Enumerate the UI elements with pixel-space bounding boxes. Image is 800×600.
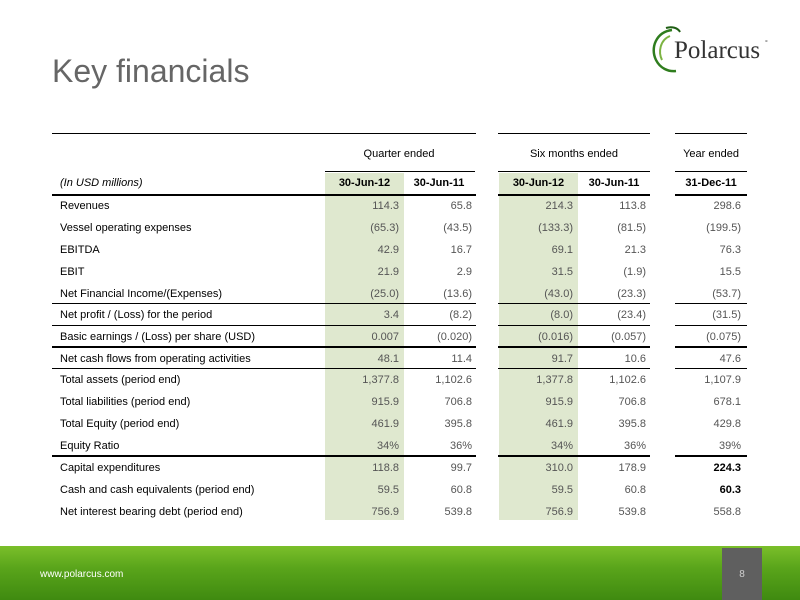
cell: (8.0) [550,309,573,321]
cell: 59.5 [551,484,573,496]
cell: 310.0 [545,462,573,474]
cell: 0.007 [371,331,399,343]
cell: 756.9 [371,506,399,518]
row-label: Net profit / (Loss) for the period [60,309,213,321]
column-header-q-30jun11: 30-Jun-11 [413,177,465,189]
cell: 10.6 [624,353,646,365]
cell: (0.020) [437,331,472,343]
cell: 461.9 [545,418,573,430]
cell: (43.5) [443,222,472,234]
cell: 36% [449,440,472,452]
cell: 756.9 [545,506,573,518]
table-row [0,239,800,262]
subheader-line-year [675,171,747,172]
group-header-six-months: Six months ended [529,148,619,160]
cell: 31.5 [551,266,573,278]
cell: 91.7 [551,353,573,365]
cell: 429.8 [713,418,741,430]
cell: 298.6 [713,200,741,212]
cell: 34% [550,440,573,452]
table-row [0,369,800,392]
cell: (25.0) [370,288,399,300]
cell: (65.3) [370,222,399,234]
row-label: Capital expenditures [60,462,161,474]
cell: 1,377.8 [362,374,399,386]
units-label: (In USD millions) [60,177,143,189]
cell: (23.4) [617,309,646,321]
table-row [0,479,800,502]
cell: (31.5) [712,309,741,321]
group-line-year [675,133,747,134]
cell: 395.8 [618,418,646,430]
row-label: Net cash flows from operating activities [60,353,251,365]
row-label: Vessel operating expenses [60,222,192,234]
cell: 558.8 [713,506,741,518]
cell: (1.9) [623,266,646,278]
table-row [0,413,800,436]
cell: 214.3 [545,200,573,212]
cell: 60.8 [450,484,472,496]
cell: 76.3 [719,244,741,256]
table-row [0,501,800,524]
column-header-y-31dec11: 31-Dec-11 [685,177,737,189]
table-row [0,261,800,284]
cell: 21.9 [377,266,399,278]
cell: 16.7 [450,244,472,256]
group-line-six-months [498,133,650,134]
logo-registered-mark: ° [765,40,768,47]
cell: 461.9 [371,418,399,430]
row-label: Net Financial Income/(Expenses) [60,288,223,300]
cell: 39% [718,440,741,452]
cell: 539.8 [618,506,646,518]
page-number: 8 [739,569,745,580]
cell: (0.057) [611,331,646,343]
cell: (43.0) [544,288,573,300]
page-title: Key financials [52,53,250,89]
group-line-quarter [52,133,476,134]
cell: 539.8 [444,506,472,518]
cell: 34% [376,440,399,452]
cell: 15.5 [719,266,741,278]
cell: 11.4 [451,353,472,365]
cell: (53.7) [712,288,741,300]
cell: 1,102.6 [435,374,472,386]
cell: (23.3) [617,288,646,300]
cell: (0.016) [538,331,573,343]
cell: 48.1 [377,353,399,365]
logo-text: Polarcus [674,37,761,64]
cell: 224.3 [713,462,741,474]
cell: 3.4 [383,309,399,321]
cell: 42.9 [377,244,399,256]
row-label: Net interest bearing debt (period end) [60,506,243,518]
row-label: Revenues [60,200,110,212]
cell: 915.9 [371,396,399,408]
cell: 395.8 [444,418,472,430]
cell: 113.8 [619,200,646,212]
cell: 118.8 [372,462,399,474]
cell: 60.3 [719,484,741,496]
cell: 60.8 [624,484,646,496]
row-label: EBIT [60,266,85,278]
column-header-q-30jun12: 30-Jun-12 [338,177,391,189]
cell: 1,377.8 [536,374,573,386]
cell: 21.3 [624,244,646,256]
cell: 915.9 [545,396,573,408]
cell: (133.3) [538,222,573,234]
cell: 99.7 [450,462,472,474]
table-row [0,391,800,414]
table-row [0,217,800,240]
cell: 65.8 [450,200,472,212]
cell: 706.8 [618,396,646,408]
row-label: EBITDA [60,244,100,256]
row-label: Total assets (period end) [60,374,181,386]
footer-url: www.polarcus.com [40,569,124,580]
table-row [0,457,800,480]
cell: 59.5 [377,484,399,496]
group-header-quarter: Quarter ended [363,148,435,160]
cell: 69.1 [551,244,573,256]
row-label: Equity Ratio [60,440,120,452]
cell: 114.3 [372,200,399,212]
cell: (13.6) [443,288,472,300]
column-header-h-30jun11: 30-Jun-11 [588,177,640,189]
cell: 706.8 [444,396,472,408]
row-label: Basic earnings / (Loss) per share (USD) [60,331,256,343]
cell: (81.5) [617,222,646,234]
row-label: Cash and cash equivalents (period end) [60,484,255,496]
row-label: Total liabilities (period end) [60,396,191,408]
cell: 2.9 [456,266,472,278]
cell: 1,107.9 [704,374,741,386]
cell: 36% [623,440,646,452]
column-header-h-30jun12: 30-Jun-12 [512,177,565,189]
cell: 47.6 [719,353,741,365]
table-row [0,304,800,327]
table-row [0,195,800,218]
cell: (8.2) [449,309,472,321]
row-label: Total Equity (period end) [60,418,180,430]
cell: 678.1 [713,396,741,408]
cell: (0.075) [706,331,741,343]
cell: (199.5) [706,222,741,234]
group-header-year: Year ended [683,148,739,160]
subheader-line-quarter [325,171,475,172]
cell: 1,102.6 [609,374,646,386]
cell: 178.9 [618,462,646,474]
subheader-line-six-months [498,171,650,172]
